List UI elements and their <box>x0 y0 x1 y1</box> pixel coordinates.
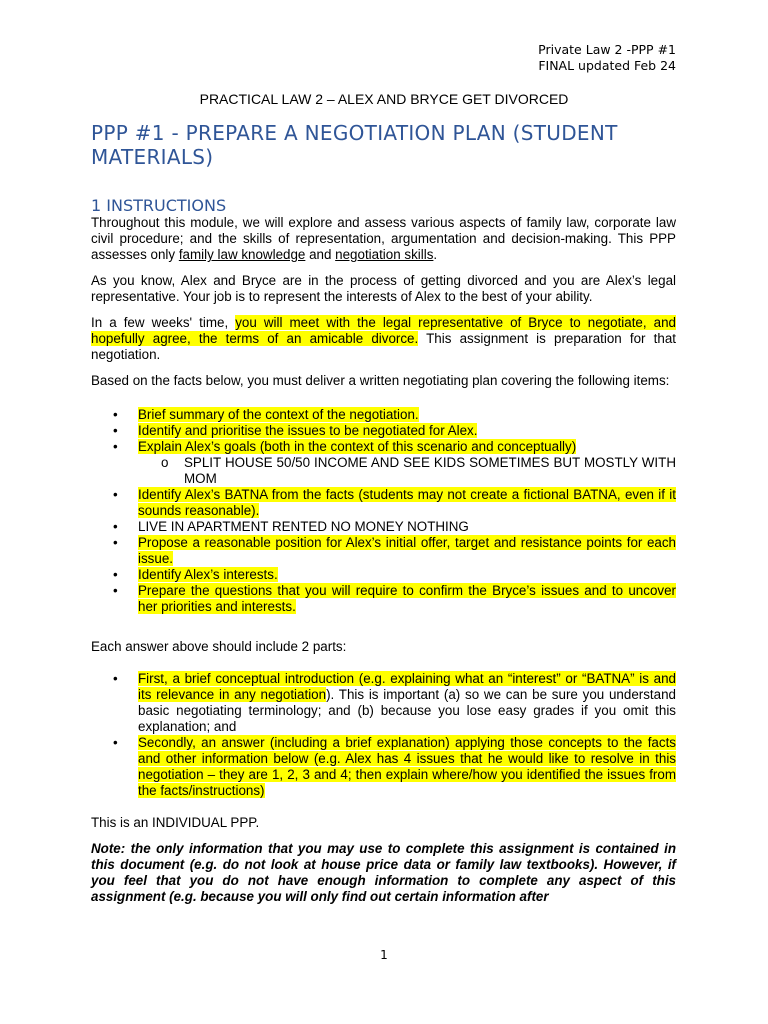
paragraph-meeting-lead: In a few weeks' time, <box>91 315 236 330</box>
bullet-icon: • <box>113 407 118 422</box>
section-heading: 1 INSTRUCTIONS <box>91 196 227 215</box>
spacer <box>91 799 676 815</box>
sub-list-item-text: SPLIT HOUSE 50/50 INCOME AND SEE KIDS SOMETIMES BUT MOSTLY WITH MOM <box>184 455 676 486</box>
header-line-2: FINAL updated Feb 24 <box>538 58 676 73</box>
paragraph-intro-end: . <box>433 247 438 262</box>
sub-list-item <box>91 455 676 487</box>
items-list <box>91 407 676 615</box>
paragraph-intro-text: Throughout this module, we will explore and assess various aspects of family law, corporate law civil procedure; and the skills of representation, argumentation and decision-making. This PPP assesses only <box>91 215 676 262</box>
paragraph-intro <box>91 215 676 263</box>
list-item <box>91 487 676 519</box>
list-item <box>91 519 676 535</box>
page-header <box>538 42 676 74</box>
paragraph-individual: This is an INDIVIDUAL PPP. <box>91 815 260 830</box>
list-item-text: Propose a reasonable position for Alex’s initial offer, target and resistance points for each issue. <box>138 535 676 566</box>
list-item-text: Identify and prioritise the issues to be negotiated for Alex. <box>138 423 478 438</box>
note-paragraph: Note: the only information that you may use to complete this assignment is contained in this document (e.g. do not look at house price data or family law textbooks). However, if you feel that you do not have enough information to complete any aspect of this assignment (e.g. because you will only find out certain information after <box>91 841 676 904</box>
part-two-highlight: Secondly, an answer (including a brief explanation) applying those concepts to the facts and other information below (e.g. Alex has 4 issues that he would like to resolve in this negotiation – they are 1, 2, 3 and 4; then explain where/how you identified the issues from the facts/instructions) <box>138 735 676 798</box>
list-item <box>91 567 676 583</box>
paragraph-meeting <box>91 315 676 363</box>
sub-bullet-icon: o <box>161 455 169 470</box>
part-one-highlight: First, a brief conceptual introduction (e.g. explaining what an “interest” or “BATNA” is and its relevance in any negotiation <box>138 671 676 702</box>
list-item-text: Identify Alex’s BATNA from the facts (students may not create a fictional BATNA, even if it sounds reasonable). <box>138 487 676 518</box>
list-item <box>91 423 676 439</box>
spacer <box>91 615 676 639</box>
document-title: PRACTICAL LAW 2 – ALEX AND BRYCE GET DIVORCED <box>199 91 569 107</box>
paragraph-meeting-end: This assignment is preparation for that negotiation. <box>91 331 676 362</box>
document-body <box>91 215 676 915</box>
paragraph-plan: Based on the facts below, you must deliver a written negotiating plan covering the following items: <box>91 373 670 388</box>
bullet-icon: • <box>113 583 118 598</box>
paragraph-representative: As you know, Alex and Bryce are in the process of getting divorced and you are Alex’s legal representative. Your job is to represent the interests of Alex to the best of your ability. <box>91 273 676 304</box>
parts-list <box>91 671 676 799</box>
list-item <box>91 583 676 615</box>
bullet-icon: • <box>113 735 118 750</box>
list-item <box>91 671 676 735</box>
list-item-text: Prepare the questions that you will require to confirm the Bryce’s issues and to uncover her priorities and interests. <box>138 583 676 614</box>
list-item-text: Explain Alex’s goals (both in the context of this scenario and conceptually) <box>138 439 577 454</box>
list-item-text: Brief summary of the context of the negotiation. <box>138 407 419 422</box>
part-one-text: ). This is important (a) so we can be sure you understand basic negotiating terminology; and (b) because you lose easy grades if you omit this explanation; and <box>138 687 676 734</box>
list-item <box>91 407 676 423</box>
underlined-negotiation-skills: negotiation skills <box>335 247 434 262</box>
underlined-family-law: family law knowledge <box>178 247 306 262</box>
list-item <box>91 535 676 567</box>
list-item-text: Identify Alex’s interests. <box>138 567 278 582</box>
list-item <box>91 439 676 487</box>
list-item <box>91 735 676 799</box>
paragraph-intro-join: and <box>305 247 336 262</box>
page-number: 1 <box>380 948 388 962</box>
highlighted-meeting-text: you will meet with the legal representative of Bryce to negotiate, and hopefully agree, the terms of an amicable divorce. <box>91 315 676 346</box>
bullet-icon: • <box>113 487 118 502</box>
bullet-icon: • <box>113 519 118 534</box>
bullet-icon: • <box>113 567 118 582</box>
bullet-icon: • <box>113 535 118 550</box>
bullet-icon: • <box>113 439 118 454</box>
sub-list <box>91 455 676 487</box>
main-heading: PPP #1 - PREPARE A NEGOTIATION PLAN (STUDENT MATERIALS) <box>91 121 618 169</box>
list-item-text: LIVE IN APARTMENT RENTED NO MONEY NOTHING <box>138 519 469 534</box>
bullet-icon: • <box>113 671 118 686</box>
header-line-1: Private Law 2 -PPP #1 <box>538 42 676 57</box>
paragraph-parts: Each answer above should include 2 parts: <box>91 639 347 654</box>
bullet-icon: • <box>113 423 118 438</box>
